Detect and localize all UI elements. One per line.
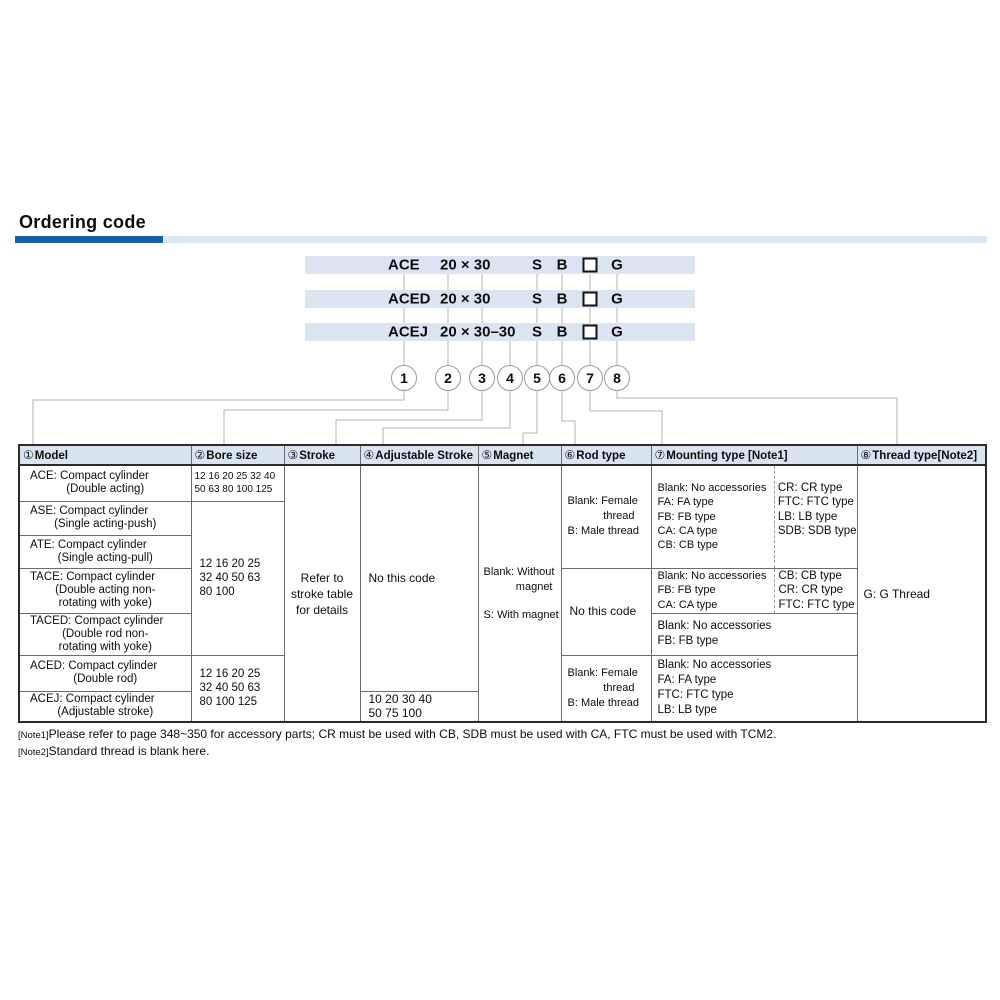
model-cell-tace: TACE: Compact cylinder (Double acting non- rotating with yoke)	[19, 568, 191, 613]
callout-7: 7	[577, 365, 603, 391]
code-mounting-box-icon	[583, 325, 598, 340]
header-rod-type: ⑥Rod type	[561, 445, 651, 465]
header-thread-type: ⑧Thread type[Note2]	[857, 445, 986, 465]
code-size: 20 × 30–30	[440, 323, 516, 341]
table-header-row	[19, 445, 986, 465]
code-magnet: S	[531, 323, 543, 341]
page-title: Ordering code	[19, 212, 146, 232]
model-cell-ace: ACE: Compact cylinder (Double acting)	[19, 465, 191, 501]
note-2-text: Standard thread is blank here.	[48, 744, 210, 758]
magnet-cell: Blank: Without magnet S: With magnet	[478, 465, 561, 722]
mounting-cell-s3: Blank: No accessories FB: FB type	[651, 613, 857, 655]
bore-cell-ace: 12 16 20 25 32 40 50 63 80 100 125	[191, 465, 284, 501]
stroke-cell: Refer to stroke table for details	[284, 465, 360, 722]
header-mounting-type: ⑦Mounting type [Note1]	[651, 445, 857, 465]
ordering-code-table	[18, 444, 987, 723]
code-bar-ace	[305, 256, 695, 274]
mounting-cell-s4: Blank: No accessories FA: FA type FTC: FTC type LB: LB type	[651, 655, 857, 722]
code-magnet: S	[531, 290, 543, 308]
note-1	[18, 727, 776, 741]
dashed-divider	[774, 569, 775, 613]
callout-4: 4	[497, 365, 523, 391]
header-adjustable-stroke: ④Adjustable Stroke	[360, 445, 478, 465]
adjustable-stroke-values-cell: 10 20 30 40 50 75 100	[360, 691, 478, 722]
code-model: ACEJ	[388, 323, 429, 341]
code-rod-type: B	[556, 323, 568, 341]
callout-2: 2	[435, 365, 461, 391]
header-magnet: ⑤Magnet	[478, 445, 561, 465]
callout-5: 5	[524, 365, 550, 391]
note-1-text: Please refer to page 348~350 for accessory parts; CR must be used with CB, SDB must be used with CA, FTC must be used with TCM2.	[48, 727, 777, 741]
thread-type-cell: G: G Thread	[857, 465, 986, 722]
code-thread: G	[611, 256, 623, 274]
callout-3: 3	[469, 365, 495, 391]
code-mounting-box-icon	[583, 258, 598, 273]
callout-6: 6	[549, 365, 575, 391]
header-stroke: ③Stroke	[284, 445, 360, 465]
callout-1: 1	[391, 365, 417, 391]
code-thread: G	[611, 323, 623, 341]
code-thread: G	[611, 290, 623, 308]
note-2-tag: [Note2]	[18, 747, 49, 758]
rod-type-cell-bottom: Blank: Female thread B: Male thread	[561, 655, 651, 722]
model-cell-acej: ACEJ: Compact cylinder (Adjustable stroke)	[19, 691, 191, 722]
header-bore-size: ②Bore size	[191, 445, 284, 465]
bore-cell-bottom: 12 16 20 25 32 40 50 63 80 100 125	[191, 655, 284, 722]
code-model: ACED	[388, 290, 431, 308]
model-cell-taced: TACED: Compact cylinder (Double rod non- rotating with yoke)	[19, 613, 191, 655]
code-bar-acej	[305, 323, 695, 341]
code-magnet: S	[531, 256, 543, 274]
note-2	[18, 744, 209, 758]
bore-cell-mid: 12 16 20 25 32 40 50 63 80 100	[191, 501, 284, 655]
header-model: ①Model	[19, 445, 191, 465]
code-model: ACE	[388, 256, 420, 274]
rod-type-cell-nocode: No this code	[561, 568, 651, 655]
code-size: 20 × 30	[440, 256, 491, 274]
code-bar-aced	[305, 290, 695, 308]
model-cell-aced: ACED: Compact cylinder (Double rod)	[19, 655, 191, 691]
mounting-cell-s2: Blank: No accessories FB: FB type CA: CA type CB: CB type CR: CR type FTC: FTC type	[651, 568, 857, 613]
code-rod-type: B	[556, 290, 568, 308]
table-row	[19, 465, 986, 501]
model-cell-ase: ASE: Compact cylinder (Single acting-push)	[19, 501, 191, 535]
code-size: 20 × 30	[440, 290, 491, 308]
adjustable-stroke-cell: No this code	[360, 465, 478, 691]
code-rod-type: B	[556, 256, 568, 274]
mounting-cell-s1: Blank: No accessories FA: FA type FB: FB type CA: CA type CB: CB type CR: CR type FTC: FTC type LB: LB type SDB: SDB type	[651, 465, 857, 568]
dashed-divider	[774, 466, 775, 568]
callout-8: 8	[604, 365, 630, 391]
code-mounting-box-icon	[583, 292, 598, 307]
note-1-tag: [Note1]	[18, 730, 49, 741]
model-cell-ate: ATE: Compact cylinder (Single acting-pull)	[19, 535, 191, 568]
rod-type-cell-top: Blank: Female thread B: Male thread	[561, 465, 651, 568]
